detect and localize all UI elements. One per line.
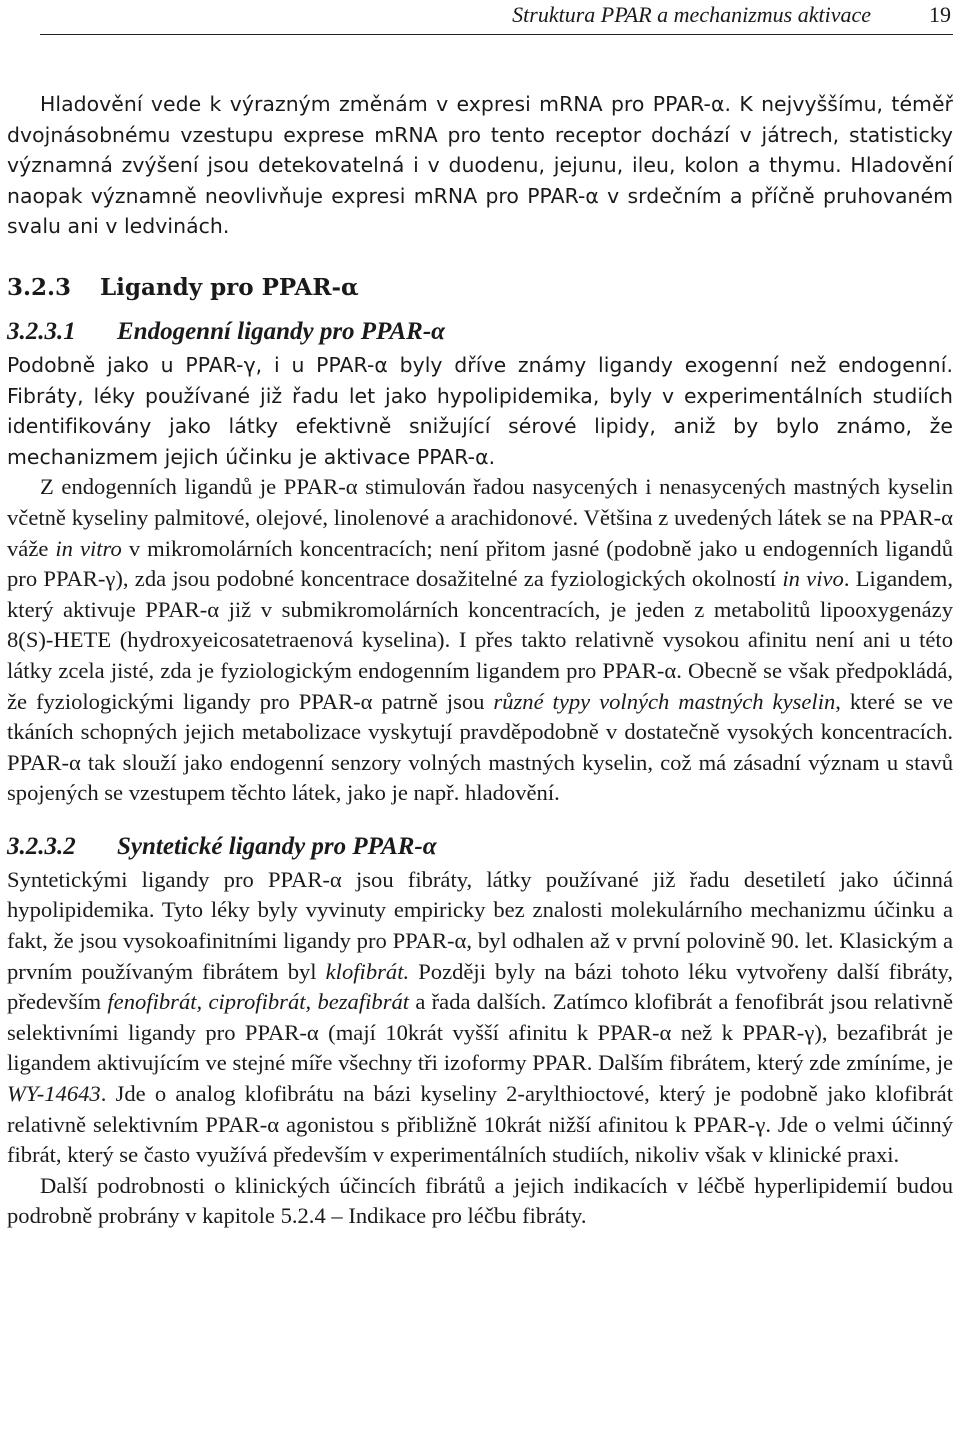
emphasis-fibrate-list: fenofibrát, ciprofibrát, bezafibrát bbox=[107, 989, 410, 1015]
subsection-heading-synthetic bbox=[7, 831, 953, 863]
section-number: 3.2.3 bbox=[7, 273, 72, 301]
paragraph-text: Další podrobnosti o klinických účincích fibrátů a jejich indikacích v léčbě hyperlipidemií budou podrobně probrány v kapitole 5.2.4 – Indikace pro léčbu fibráty. bbox=[7, 1172, 953, 1229]
text-run: a řada dalších. Zatímco klofibrát a fenofibrát jsou relativně selektivními ligandy pro PPAR-α (mají 10krát vyšší afinitu k PPAR-α než k PPAR-γ), bezafibrát je ligandem aktivujícím ve stejné míře všechny tři izoformy PPAR. Dalším fibrátem, který zde zmíníme, je bbox=[7, 989, 953, 1076]
paragraph-fasting bbox=[7, 89, 953, 242]
paragraph-endogenous-ligands bbox=[7, 472, 953, 809]
emphasis-in-vitro: in vitro bbox=[55, 535, 122, 561]
subsection-title: Syntetické ligandy pro PPAR-α bbox=[117, 832, 437, 860]
document-page bbox=[7, 0, 953, 1232]
paragraph-text: Podobně jako u PPAR-γ, i u PPAR-α byly dříve známy ligandy exogenní než endogenní. Fibráty, léky používané již řadu let jako hypolipidemika, byly v experimentálních studiích identifikovány jako látky efektivně snižující sérové lipidy, aniž by bylo známo, že mechanizmem jejich účinku je aktivace PPAR-α. bbox=[7, 352, 953, 469]
section-heading bbox=[7, 272, 953, 304]
text-run: , které se ve tkáních schopných jejich metabolizace vyskytují pravděpodobně v dostatečně vysokých koncentracích. PPAR-α tak slouží jako endogenní senzory volných mastných kyselin, což má zásadní význam u stavů spojených se vzestupem těchto látek, jako je např. hladovění. bbox=[7, 688, 953, 806]
emphasis-klofibrat: klofibrát. bbox=[325, 958, 410, 984]
text-run: Syntetickými ligandy pro PPAR-α jsou fibráty, látky používané již řadu desetiletí jako účinná hypolipidemika. Tyto léky byly vyvinuty empiricky bez znalosti molekulárního mechanizmu účinku a fakt, že jsou vysokoafinitními ligandy pro PPAR-α, byl odhalen až v první polovině 90. let. Klasickým a prvním používaným fibrátem byl bbox=[7, 866, 953, 984]
text-run: . Ligandem, který aktivuje PPAR-α již v submikromolárních koncentracích, je jeden z metabolitů lipooxygenázy 8(S)-HETE (hydroxyeicosatetraenová kyselina). I přes takto relativně vysokou afinitu není ani u této látky zcela jisté, zda je fyziologickým endogenním ligandem pro PPAR-α. Obecně se však předpokládá, že fyziologickými ligandy pro PPAR-α patrně jsou bbox=[7, 566, 954, 714]
emphasis-wy-14643: WY-14643 bbox=[7, 1081, 101, 1107]
paragraph-further-details bbox=[7, 1171, 953, 1232]
subsection-heading-endogenous bbox=[7, 316, 953, 348]
section-title: Ligandy pro PPAR-α bbox=[100, 273, 359, 301]
emphasis-in-vivo: in vivo bbox=[782, 566, 844, 592]
text-run: . Jde o analog klofibrátu na bázi kyseliny 2-arylthioctové, který je podobně jako klofibrát relativně selektivním PPAR-α agonistou s přibližně 10krát nižší afinitou k PPAR-γ. Jde o velmi účinný fibrát, který se často využívá především v experimentálních studiích, nikoliv však v klinické praxi. bbox=[7, 1081, 953, 1168]
running-head-title: Struktura PPAR a mechanizmus aktivace bbox=[512, 2, 871, 27]
text-run: Později byly na bázi tohoto léku vytvořeny další fibráty, především bbox=[7, 958, 954, 1015]
paragraph-fasting-text: Hladovění vede k výrazným změnám v expresi mRNA pro PPAR-α. K nejvyššímu, téměř dvojnásobnému vzestupu exprese mRNA pro tento receptor dochází v játrech, statisticky významná zvýšení jsou detekovatelná i v duodenu, jejunu, ileu, kolon a thymu. Hladovění naopak významně neovlivňuje expresi mRNA pro PPAR-α v srdečním a příčně pruhovaném svalu ani v ledvinách. bbox=[7, 92, 953, 239]
subsection-number: 3.2.3.1 bbox=[7, 317, 76, 345]
text-run: Z endogenních ligandů je PPAR-α stimulován řadou nasycených i nenasycených mastných kyselin včetně kyseliny palmitové, olejové, linolenové a arachidonové. Většina z uvedených látek se na PPAR-α váže bbox=[7, 474, 953, 561]
subsection-title: Endogenní ligandy pro PPAR-α bbox=[117, 317, 445, 345]
subsection-number: 3.2.3.2 bbox=[7, 832, 76, 860]
paragraph-synthetic-ligands bbox=[7, 865, 953, 1171]
paragraph-endogenous-intro bbox=[7, 350, 953, 472]
text-run: v mikromolárních koncentracích; není přitom jasné (podobně jako u endogenních ligandů pro PPAR-γ), zda jsou podobné koncentrace dosažitelné za fyziologických okolností bbox=[7, 535, 954, 592]
page-number: 19 bbox=[929, 2, 951, 27]
running-head bbox=[40, 0, 953, 35]
emphasis-fatty-acids: různé typy volných mastných kyselin bbox=[493, 688, 836, 714]
